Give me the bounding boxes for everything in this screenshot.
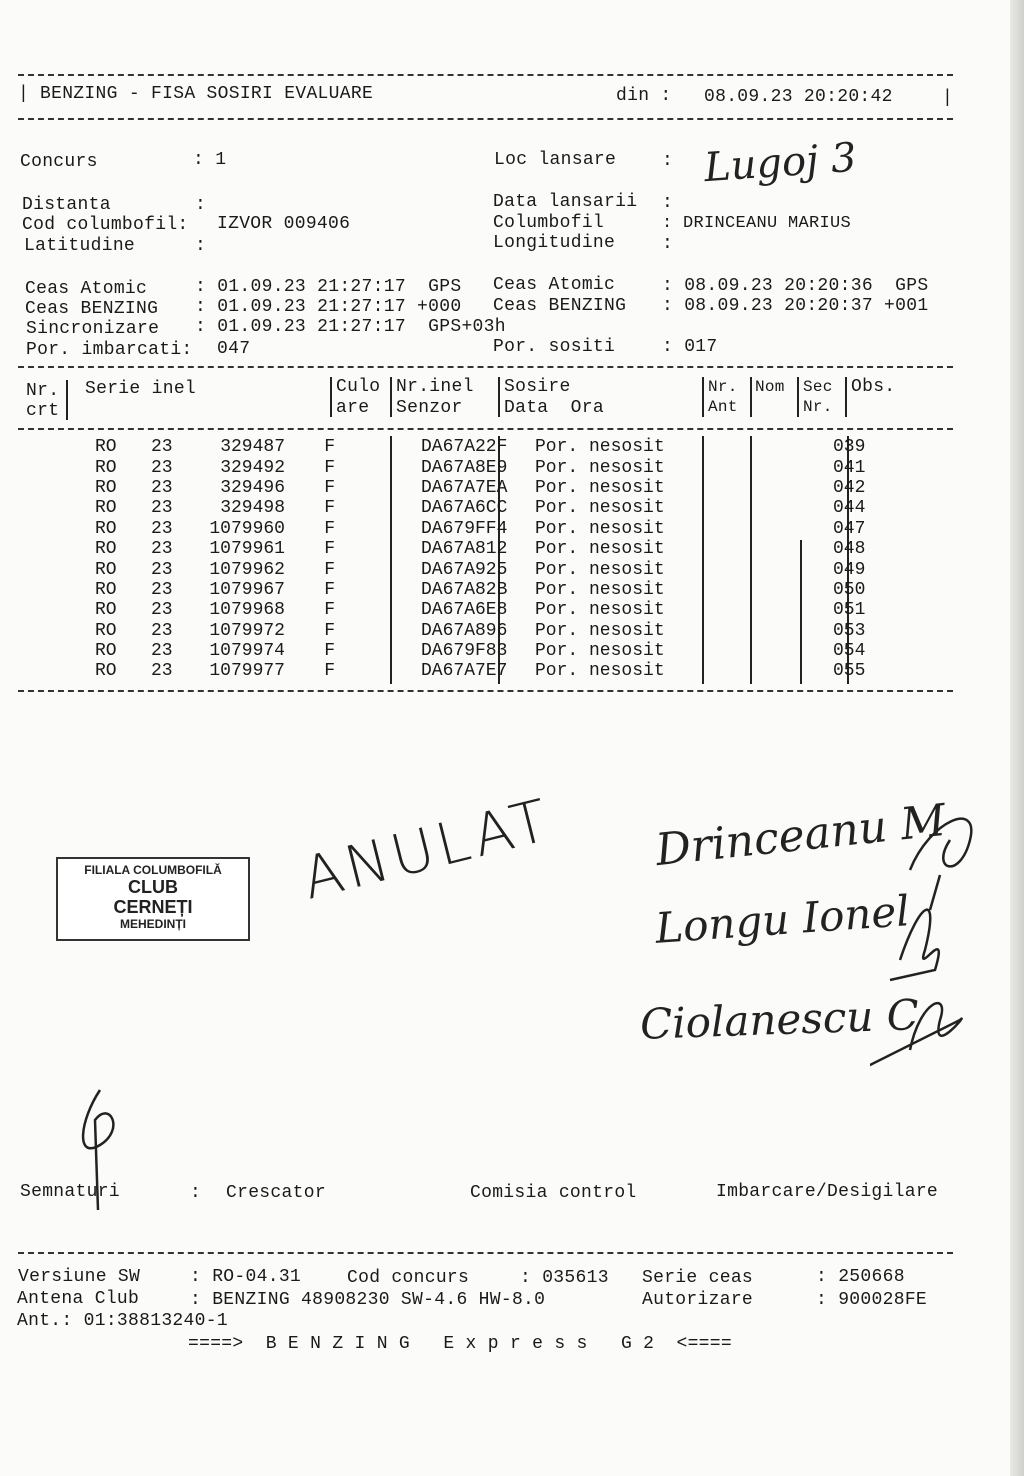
row-color: [335, 539, 415, 559]
row-year: 23: [151, 518, 173, 539]
table-row: [70, 559, 865, 579]
row-sex: F: [324, 559, 335, 580]
row-sex: F: [324, 539, 335, 560]
por-imbarcati-label: Por. imbarcati:: [26, 340, 193, 360]
row-sex: F: [324, 477, 335, 498]
row-obs: 047: [833, 518, 866, 539]
handwritten-name-3: Ciolanescu C: [639, 990, 920, 1049]
header-right-bar: |: [942, 88, 954, 108]
row-empty: [685, 661, 827, 681]
ceas-benzing-right-value: : 08.09.23 20:20:37 +001: [662, 296, 929, 316]
birds-table: [70, 437, 865, 682]
stamp-line-2: CLUB: [128, 877, 178, 897]
table-row: [70, 437, 865, 457]
row-obs: 051: [833, 600, 866, 621]
row-color: [335, 621, 415, 641]
longitudine-label: Longitudine: [493, 233, 616, 253]
row-ring: 1079968: [209, 600, 285, 621]
row-ring: 1079977: [209, 661, 285, 682]
concurs-label: Concurs: [20, 152, 98, 172]
row-sex: F: [324, 641, 335, 662]
row-year: 23: [151, 437, 173, 458]
columbofil-value: : DRINCEANU MARIUS: [662, 214, 852, 233]
row-year: 23: [151, 661, 173, 682]
divider: [18, 74, 953, 76]
ant-line: Ant.: 01:38813240-1: [17, 1311, 228, 1331]
col-separator: [390, 377, 392, 417]
row-status: Por. nesosit: [535, 437, 665, 458]
ceas-atomic-left-value: : 01.09.23 21:27:17 GPS: [195, 277, 462, 297]
row-empty: [685, 641, 827, 661]
row-year: 23: [151, 620, 173, 641]
table-row: [70, 580, 865, 600]
row-ring: 1079962: [209, 559, 285, 580]
row-sensor: DA67A812: [421, 539, 508, 560]
row-color: [335, 519, 415, 539]
row-empty: [685, 580, 827, 600]
row-color: [335, 580, 415, 600]
row-sensor: DA679F83: [421, 641, 508, 662]
cod-concurs-label: Cod concurs: [347, 1268, 470, 1288]
serie-ceas-label: Serie ceas: [642, 1268, 754, 1288]
table-row: [70, 478, 865, 498]
row-color: [335, 559, 415, 579]
divider: [18, 1252, 953, 1254]
distanta-value: :: [195, 195, 207, 215]
row-status: Por. nesosit: [535, 641, 665, 662]
row-sensor: DA67A7EA: [421, 477, 508, 498]
row-obs: 048: [833, 539, 866, 560]
row-sensor: DA679FF4: [421, 518, 508, 539]
row-country: RO: [95, 620, 117, 641]
row-empty: [685, 539, 827, 559]
table-row: [70, 457, 865, 477]
data-lansarii-label: Data lansarii: [493, 192, 638, 212]
table-row: [70, 621, 865, 641]
col-serie: Serie inel: [85, 379, 197, 399]
row-color: [335, 437, 415, 457]
data-lansarii-value: :: [662, 193, 674, 213]
row-ring: 329496: [220, 477, 285, 498]
row-sensor: DA67A6CC: [421, 498, 508, 519]
col-nr-ant-2: Ant: [708, 398, 738, 416]
paper-edge-shadow: [1010, 0, 1024, 1476]
table-row: [70, 641, 865, 661]
row-ring: 1079967: [209, 579, 285, 600]
col-data-ora: Data Ora: [504, 398, 604, 418]
row-obs: 054: [833, 641, 866, 662]
col-are: are: [336, 398, 370, 418]
row-ring: 329492: [220, 457, 285, 478]
row-empty: [685, 478, 827, 498]
row-country: RO: [95, 498, 117, 519]
col-crt: crt: [26, 401, 60, 421]
row-year: 23: [151, 579, 173, 600]
row-status: Por. nesosit: [535, 559, 665, 580]
col-separator: [498, 377, 500, 417]
club-stamp: [56, 857, 250, 941]
col-sosire: Sosire: [504, 377, 571, 397]
row-year: 23: [151, 539, 173, 560]
loc-lansare-value: :: [662, 151, 674, 171]
row-sex: F: [324, 437, 335, 458]
row-ring: 1079961: [209, 539, 285, 560]
row-year: 23: [151, 457, 173, 478]
row-empty: [685, 498, 827, 518]
divider: [18, 118, 953, 120]
por-sositi-value: : 017: [662, 337, 718, 357]
latitudine-value: :: [195, 236, 207, 256]
crescator-label: Crescator: [226, 1183, 326, 1203]
row-sensor: DA67A7E7: [421, 661, 508, 682]
row-empty: [685, 457, 827, 477]
semnaturi-colon: :: [190, 1183, 202, 1203]
row-year: 23: [151, 498, 173, 519]
row-sensor: DA67A22F: [421, 437, 508, 458]
col-nom: Nom: [755, 378, 785, 396]
row-sex: F: [324, 600, 335, 621]
ceas-atomic-right-value: : 08.09.23 20:20:36 GPS: [662, 276, 929, 296]
row-sex: F: [324, 579, 335, 600]
brand-line: ====> B E N Z I N G E x p r e s s G 2 <====: [188, 1334, 732, 1354]
row-empty: [685, 437, 827, 457]
row-sex: F: [324, 457, 335, 478]
autorizare-value: : 900028FE: [816, 1290, 928, 1310]
row-ring: 1079974: [209, 641, 285, 662]
serie-ceas-value: : 250668: [816, 1267, 905, 1287]
row-country: RO: [95, 518, 117, 539]
row-sex: F: [324, 498, 335, 519]
longitudine-value: :: [662, 234, 674, 254]
row-country: RO: [95, 641, 117, 662]
semnaturi-label: Semnaturi: [20, 1182, 120, 1202]
row-sensor: DA67A6E8: [421, 600, 508, 621]
row-year: 23: [151, 559, 173, 580]
divider: [18, 428, 953, 430]
row-status: Por. nesosit: [535, 620, 665, 641]
row-obs: 044: [833, 498, 866, 519]
row-color: [335, 457, 415, 477]
table-row: [70, 498, 865, 518]
row-obs: 042: [833, 477, 866, 498]
row-country: RO: [95, 457, 117, 478]
header-title: BENZING - FISA SOSIRI EVALUARE: [40, 84, 374, 104]
row-status: Por. nesosit: [535, 579, 665, 600]
header-date-value: 08.09.23 20:20:42: [704, 87, 893, 107]
row-sensor: DA67A925: [421, 559, 508, 580]
stamp-line-4: MEHEDINȚI: [120, 917, 186, 931]
handwritten-name-2: Longu Ionel: [653, 886, 912, 953]
col-separator: [702, 377, 704, 417]
row-empty: [685, 559, 827, 579]
versiune-value: : RO-04.31: [190, 1267, 302, 1287]
ceas-benzing-left-value: : 01.09.23 21:27:17 +000: [195, 297, 462, 317]
row-status: Por. nesosit: [535, 600, 665, 621]
antena-value: : BENZING 48908230 SW-4.6 HW-8.0: [190, 1290, 546, 1310]
ceas-benzing-right-label: Ceas BENZING: [493, 296, 627, 316]
col-sec: Sec: [803, 378, 833, 396]
row-country: RO: [95, 579, 117, 600]
row-sex: F: [324, 661, 335, 682]
table-row: [70, 539, 865, 559]
header-left-bar: |: [18, 84, 30, 104]
row-color: [335, 600, 415, 620]
row-status: Por. nesosit: [535, 518, 665, 539]
row-sensor: DA67A8E9: [421, 457, 508, 478]
handwritten-annulled: ANULAT: [295, 785, 559, 913]
row-status: Por. nesosit: [535, 498, 665, 519]
col-separator: [797, 377, 799, 417]
row-color: [335, 498, 415, 518]
row-status: Por. nesosit: [535, 661, 665, 682]
imbarcare-label: Imbarcare/Desigilare: [716, 1182, 939, 1202]
col-senzor: Senzor: [396, 398, 463, 418]
autorizare-label: Autorizare: [642, 1290, 754, 1310]
divider: [18, 690, 953, 692]
row-country: RO: [95, 559, 117, 580]
divider: [18, 366, 953, 368]
row-sex: F: [324, 620, 335, 641]
row-ring: 329487: [220, 437, 285, 458]
row-country: RO: [95, 600, 117, 621]
row-year: 23: [151, 641, 173, 662]
cod-concurs-value: : 035613: [520, 1268, 609, 1288]
row-color: [335, 661, 415, 681]
row-country: RO: [95, 539, 117, 560]
antena-label: Antena Club: [17, 1289, 140, 1309]
ceas-benzing-left-label: Ceas BENZING: [25, 299, 159, 319]
row-color: [335, 478, 415, 498]
col-nr: Nr.: [26, 381, 60, 401]
col-separator: [750, 377, 752, 417]
header-date-label: din :: [616, 86, 672, 106]
col-culo: Culo: [336, 377, 381, 397]
row-ring: 1079960: [209, 518, 285, 539]
concurs-value: : 1: [193, 150, 227, 170]
row-status: Por. nesosit: [535, 539, 665, 560]
col-nrinel: Nr.inel: [396, 377, 474, 397]
row-country: RO: [95, 437, 117, 458]
table-row: [70, 519, 865, 539]
comisia-label: Comisia control: [470, 1183, 637, 1203]
versiune-label: Versiune SW: [18, 1267, 141, 1287]
row-obs: 055: [833, 661, 866, 682]
row-empty: [685, 621, 827, 641]
col-separator: [66, 380, 68, 420]
loc-lansare-label: Loc lansare: [494, 150, 617, 170]
row-obs: 041: [833, 457, 866, 478]
por-imbarcati-value: 047: [217, 339, 251, 359]
row-year: 23: [151, 477, 173, 498]
row-empty: [685, 600, 827, 620]
row-obs: 039: [833, 437, 866, 458]
col-nr-ant-1: Nr.: [708, 378, 738, 396]
col-separator: [330, 377, 332, 417]
ceas-atomic-right-label: Ceas Atomic: [493, 275, 616, 295]
latitudine-label: Latitudine: [24, 236, 136, 256]
row-status: Por. nesosit: [535, 477, 665, 498]
sincronizare-value: : 01.09.23 21:27:17 GPS+03h: [195, 317, 506, 337]
distanta-label: Distanta: [22, 195, 111, 215]
row-country: RO: [95, 661, 117, 682]
row-year: 23: [151, 600, 173, 621]
row-empty: [685, 519, 827, 539]
handwritten-name-1: Drinceanu M: [653, 794, 949, 877]
row-obs: 050: [833, 579, 866, 600]
row-ring: 1079972: [209, 620, 285, 641]
table-row: [70, 661, 865, 681]
cod-columbofil-label: Cod columbofil:: [22, 215, 189, 235]
col-sec-nr: Nr.: [803, 398, 833, 416]
col-separator: [845, 377, 847, 417]
row-status: Por. nesosit: [535, 457, 665, 478]
row-sex: F: [324, 518, 335, 539]
signature-scribbles: [870, 780, 1010, 1080]
table-row: [70, 600, 865, 620]
row-color: [335, 641, 415, 661]
handwritten-loc: Lugoj 3: [702, 134, 858, 192]
row-obs: 049: [833, 559, 866, 580]
row-ring: 329498: [220, 498, 285, 519]
ceas-atomic-left-label: Ceas Atomic: [25, 279, 148, 299]
row-sensor: DA67A896: [421, 620, 508, 641]
row-obs: 053: [833, 620, 866, 641]
stamp-line-3: CERNEȚI: [113, 897, 193, 917]
col-obs: Obs.: [851, 377, 896, 397]
stamp-line-1: FILIALA COLUMBOFILĂ: [84, 863, 222, 877]
sincronizare-label: Sincronizare: [26, 319, 160, 339]
por-sositi-label: Por. sositi: [493, 337, 616, 357]
cod-columbofil-value: IZVOR 009406: [217, 214, 351, 234]
columbofil-label: Columbofil: [493, 213, 605, 233]
row-country: RO: [95, 477, 117, 498]
row-sensor: DA67A82B: [421, 579, 508, 600]
